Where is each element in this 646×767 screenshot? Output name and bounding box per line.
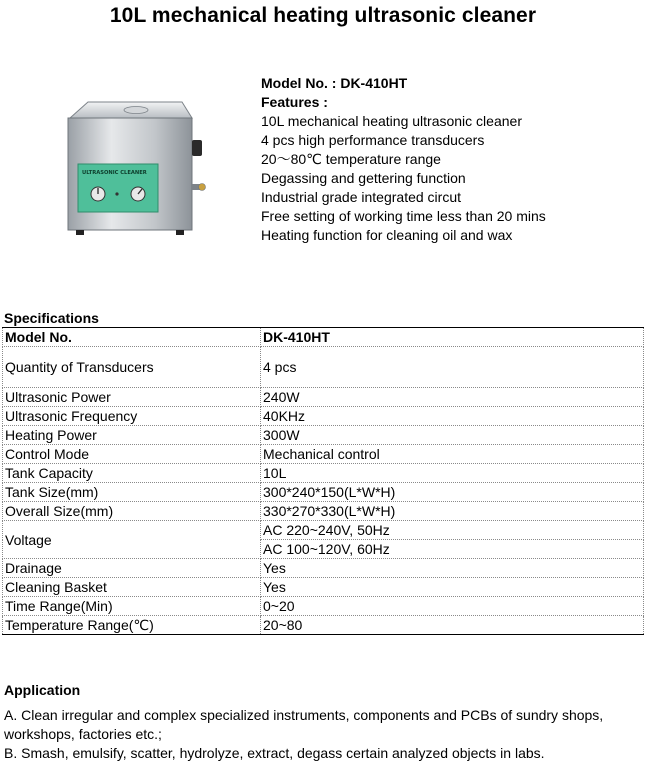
spec-name: Ultrasonic Power xyxy=(3,388,261,407)
table-row xyxy=(3,483,644,502)
spec-name: Time Range(Min) xyxy=(3,597,261,616)
feature-item: 20〜80℃ temperature range xyxy=(261,151,441,167)
spec-name: Temperature Range(℃) xyxy=(3,616,261,635)
feature-item: 4 pcs high performance transducers xyxy=(261,132,485,148)
table-row xyxy=(3,426,644,445)
spec-name: Tank Capacity xyxy=(3,464,261,483)
specifications-heading: Specifications xyxy=(4,310,99,326)
feature-item: Degassing and gettering function xyxy=(261,170,466,186)
header-cell: Model No. xyxy=(3,328,261,347)
spec-value: 4 pcs xyxy=(261,347,644,388)
spec-value: 0~20 xyxy=(261,597,644,616)
table-row xyxy=(3,407,644,426)
feature-item: Industrial grade integrated circut xyxy=(261,189,461,205)
table-row xyxy=(3,559,644,578)
model-value: DK-410HT xyxy=(340,75,408,91)
spec-value: AC 220~240V, 50Hz xyxy=(261,521,644,540)
model-line xyxy=(261,74,546,93)
table-row xyxy=(3,502,644,521)
spec-value: 300*240*150(L*W*H) xyxy=(261,483,644,502)
spec-name: Drainage xyxy=(3,559,261,578)
specifications-table xyxy=(2,327,644,635)
spec-value: Yes xyxy=(261,559,644,578)
spec-name: Voltage xyxy=(3,521,261,559)
features-label: Features : xyxy=(261,94,328,110)
spec-value: 240W xyxy=(261,388,644,407)
page-title: 10L mechanical heating ultrasonic cleaner xyxy=(109,4,537,27)
table-row xyxy=(3,347,644,388)
application-item: B. Smash, emulsify, scatter, hydrolyze, extract, degass certain analyzed objects in labs. xyxy=(4,745,545,761)
spec-name: Cleaning Basket xyxy=(3,578,261,597)
spec-value: 300W xyxy=(261,426,644,445)
feature-item: Free setting of working time less than 20 mins xyxy=(261,208,546,224)
table-row xyxy=(3,445,644,464)
application-item: A. Clean irregular and complex specialized instruments, components and PCBs of sundry shops, workshops, factories etc.; xyxy=(4,707,604,742)
table-row xyxy=(3,578,644,597)
spec-name: Tank Size(mm) xyxy=(3,483,261,502)
panel-label: ULTRASONIC CLEANER xyxy=(82,170,147,176)
feature-item: Heating function for cleaning oil and wax xyxy=(261,227,513,243)
table-row xyxy=(3,616,644,635)
table-row xyxy=(3,597,644,616)
table-row xyxy=(3,388,644,407)
spec-value: AC 100~120V, 60Hz xyxy=(261,540,644,559)
spec-name: Heating Power xyxy=(3,426,261,445)
spec-name: Control Mode xyxy=(3,445,261,464)
feature-item: 10L mechanical heating ultrasonic cleaner xyxy=(261,113,522,129)
spec-name: Quantity of Transducers xyxy=(3,347,261,388)
application-text xyxy=(4,706,644,763)
spec-value: 10L xyxy=(261,464,644,483)
model-label: Model No. : xyxy=(261,75,337,91)
product-info xyxy=(261,74,546,245)
spec-value: 20~80 xyxy=(261,616,644,635)
spec-name: Ultrasonic Frequency xyxy=(3,407,261,426)
spec-value: Yes xyxy=(261,578,644,597)
header-cell: DK-410HT xyxy=(261,328,644,347)
table-row xyxy=(3,464,644,483)
spec-name: Overall Size(mm) xyxy=(3,502,261,521)
ultrasonic-cleaner-image xyxy=(56,96,206,238)
application-heading: Application xyxy=(4,682,81,698)
table-row xyxy=(3,521,644,540)
spec-value: 330*270*330(L*W*H) xyxy=(261,502,644,521)
spec-value: Mechanical control xyxy=(261,445,644,464)
spec-value: 40KHz xyxy=(261,407,644,426)
table-header-row xyxy=(3,328,644,347)
